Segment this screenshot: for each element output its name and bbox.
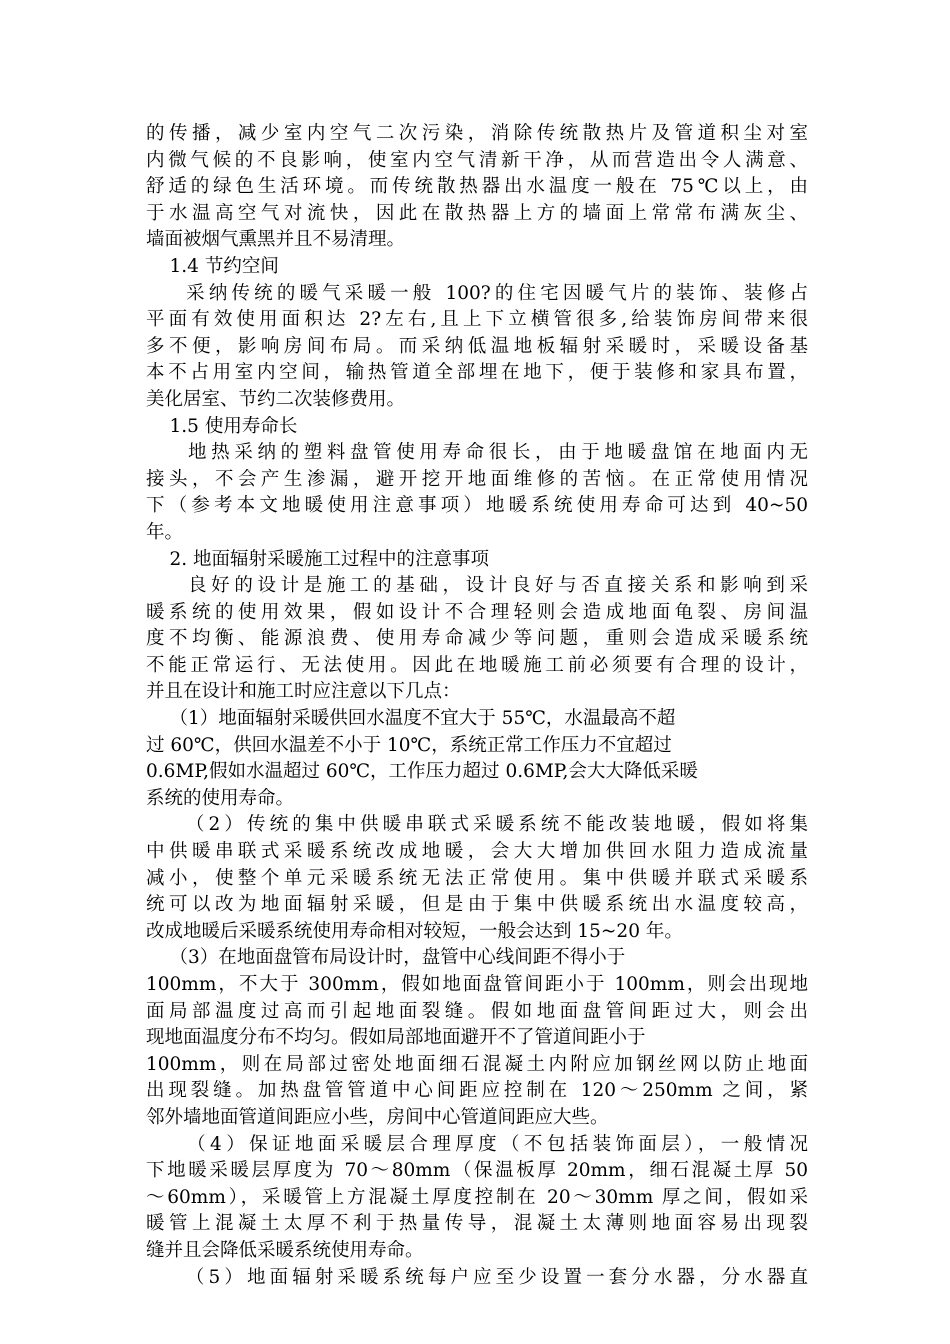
text-line: 1.4 节约空间 <box>146 255 279 277</box>
text-line: 不能正常运行、无法使用。因此在地暖施工前必须要有合理的设计， <box>146 654 808 676</box>
text-line: 内微气候的不良影响，使室内空气清新干净，从而营造出令人满意、 <box>146 149 808 171</box>
text-line: 接头，不会产生渗漏，避开挖开地面维修的苦恼。在正常使用情况 <box>146 468 808 490</box>
text-line: 下（参考本文地暖使用注意事项）地暖系统使用寿命可达到 40~50 <box>146 495 808 517</box>
text-line: 出现裂缝。加热盘管管道中心间距应控制在 120～250mm 之间，紧 <box>146 1080 808 1102</box>
text-line: 墙面被烟气熏黑并且不易清理。 <box>146 229 406 251</box>
text-line: （3）在地面盘管布局设计时，盘管中心线间距不得小于 <box>146 947 626 969</box>
text-line: 面局部温度过高而引起地面裂缝。假如地面盘管间距过大，则会出 <box>146 1000 808 1022</box>
body-text <box>146 121 808 1291</box>
text-line: 采纳传统的暖气采暖一般 100?的住宅因暖气片的装饰、装修占 <box>146 282 808 304</box>
text-line: 缝并且会降低采暖系统使用寿命。 <box>146 1239 424 1261</box>
text-line: 统可以改为地面辐射采暖，但是由于集中供暖系统出水温度较高， <box>146 894 808 916</box>
text-line: 减小，使整个单元采暖系统无法正常使用。集中供暖并联式采暖系 <box>146 867 808 889</box>
text-line: 改成地暖后采暖系统使用寿命相对较短，一般会达到 15~20 年。 <box>146 920 683 942</box>
text-line: 度不均衡、能源浪费、使用寿命减少等问题，重则会造成采暖系统 <box>146 628 808 650</box>
text-line: 年。 <box>146 521 184 543</box>
text-line: ～60mm），采暖管上方混凝土厚度控制在 20～30mm 厚之间，假如采 <box>146 1186 808 1208</box>
text-line: 系统的使用寿命。 <box>146 787 295 809</box>
text-line: 2. 地面辐射采暖施工过程中的注意事项 <box>146 548 490 570</box>
text-line: （1）地面辐射采暖供回水温度不宜大于 55℃，水温最高不超 <box>146 708 676 730</box>
text-line: 邻外墙地面管道间距应小些，房间中心管道间距应大些。 <box>146 1106 609 1128</box>
text-line: 中供暖串联式采暖系统改成地暖，会大大增加供回水阻力造成流量 <box>146 841 808 863</box>
text-line: 于水温高空气对流快，因此在散热器上方的墙面上常常布满灰尘、 <box>146 202 808 224</box>
text-line: （4）保证地面采暖层合理厚度（不包括装饰面层），一般情况 <box>146 1133 808 1155</box>
text-line: 下地暖采暖层厚度为 70～80mm（保温板厚 20mm，细石混凝土厚 50 <box>146 1160 808 1182</box>
text-line: 并且在设计和施工时应注意以下几点： <box>146 681 461 703</box>
text-line: 的传播，减少室内空气二次污染，消除传统散热片及管道积尘对室 <box>146 123 808 144</box>
text-line: 1.5 使用寿命长 <box>146 415 298 437</box>
text-line: 多不便，影响房间布局。而采纳低温地板辐射采暖时，采暖设备基 <box>146 335 808 357</box>
text-line: 美化居室、节约二次装修费用。 <box>146 388 406 410</box>
text-line: 良好的设计是施工的基础，设计良好与否直接关系和影响到采 <box>146 575 808 597</box>
text-line: 地热采纳的塑料盘管使用寿命很长，由于地暖盘馆在地面内无 <box>146 442 808 464</box>
text-line: 舒适的绿色生活环境。而传统散热器出水温度一般在 75℃以上，由 <box>146 176 808 198</box>
text-line: （2）传统的集中供暖串联式采暖系统不能改装地暖，假如将集 <box>146 814 808 836</box>
text-line: 暖管上混凝土太厚不利于热量传导，混凝土太薄则地面容易出现裂 <box>146 1213 808 1235</box>
text-line: 本不占用室内空间，输热管道全部埋在地下，便于装修和家具布置， <box>146 362 808 384</box>
text-line: 100mm，则在局部过密处地面细石混凝土内附应加钢丝网以防止地面 <box>146 1053 808 1075</box>
text-line: 现地面温度分布不均匀。假如局部地面避开不了管道间距小于 <box>146 1027 646 1049</box>
text-line: 暖系统的使用效果，假如设计不合理轻则会造成地面龟裂、房间温 <box>146 601 808 623</box>
text-line: 100mm，不大于 300mm，假如地面盘管间距小于 100mm，则会出现地 <box>146 974 808 995</box>
text-line: （5）地面辐射采暖系统每户应至少设置一套分水器，分水器直 <box>146 1266 808 1288</box>
text-line: 过 60℃，供回水温差不小于 10℃，系统正常工作压力不宜超过 <box>146 734 672 756</box>
text-line: 平面有效使用面积达 2?左右,且上下立横管很多,给装饰房间带来很 <box>146 309 808 331</box>
text-line: 0.6MP,假如水温超过 60℃，工作压力超过 0.6MP,会大大降低采暖 <box>146 761 698 783</box>
